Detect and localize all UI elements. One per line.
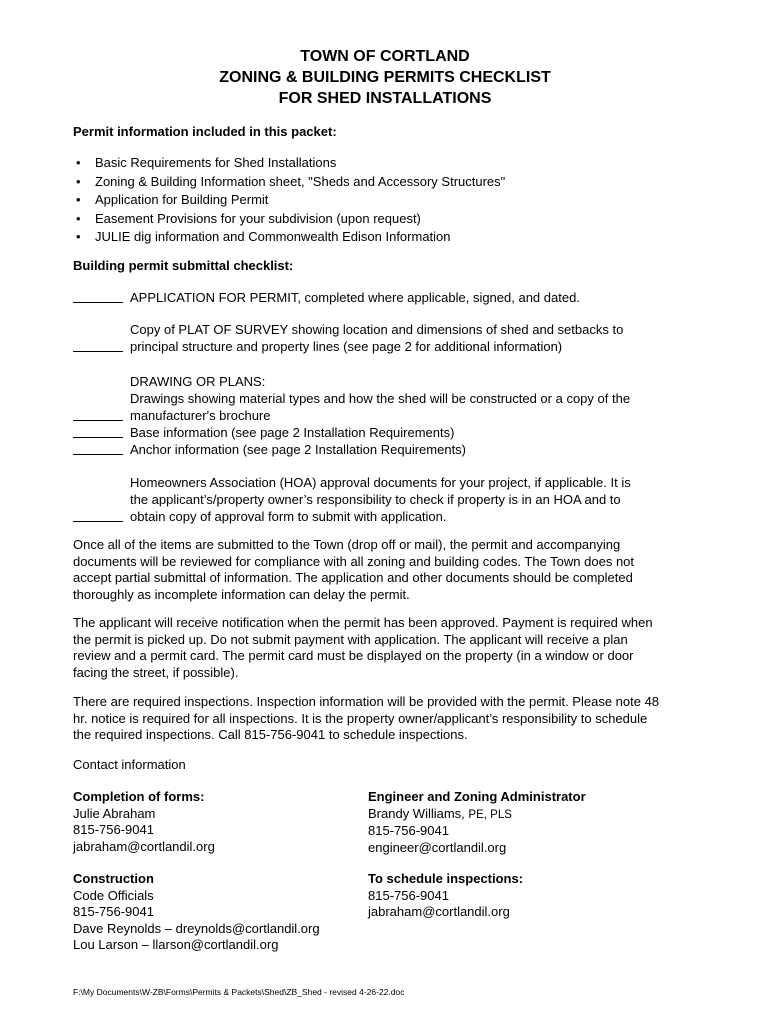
checkbox-blank-line xyxy=(73,437,123,438)
document-title xyxy=(0,46,770,109)
checklist-text: principal structure and property lines (see page 2 for additional information) xyxy=(130,339,563,354)
checkbox-blank-line xyxy=(73,302,123,303)
checkbox-blank-line xyxy=(73,521,123,522)
paragraph-notification xyxy=(73,615,708,681)
contact-heading: Completion of forms: xyxy=(73,789,205,804)
paragraph-line: review and a permit card. The permit card must be displayed on the property (in a window or door xyxy=(73,648,634,663)
contact-line: Code Officials xyxy=(73,887,154,903)
list-item: • Easement Provisions for your subdivision (upon request) xyxy=(73,210,505,229)
contact-phone: 815-756-9041 xyxy=(73,904,154,919)
contact-heading: To schedule inspections: xyxy=(368,871,524,886)
list-item: • Zoning & Building Information sheet, "Sheds and Accessory Structures" xyxy=(73,173,505,192)
contact-line: Dave Reynolds – dreynolds@cortlandil.org xyxy=(73,920,320,936)
paragraph-submission xyxy=(73,537,708,603)
contact-phone: 815-756-9041 xyxy=(368,887,449,903)
list-item: • JULIE dig information and Commonwealth Edison Information xyxy=(73,228,505,247)
list-item: • Application for Building Permit xyxy=(73,191,505,210)
checkbox-blank-line xyxy=(73,420,123,421)
checklist-text: Base information (see page 2 Installation Requirements) xyxy=(130,425,455,440)
paragraph-line: Once all of the items are submitted to the Town (drop off or mail), the permit and accompanying xyxy=(73,537,621,552)
title-line-2: ZONING & BUILDING PERMITS CHECKLIST xyxy=(219,69,551,86)
footer-file-path: F:\My Documents\W-ZB\Forms\Permits & Packets\Shed\ZB_Shed - revised 4-26-22.doc xyxy=(73,987,405,997)
checklist-text: Copy of PLAT OF SURVEY showing location and dimensions of shed and setbacks to xyxy=(130,322,624,337)
contact-heading: Construction xyxy=(73,871,154,886)
contact-phone: 815-756-9041 xyxy=(73,822,154,837)
paragraph-inspections xyxy=(73,694,708,744)
contact-engineer xyxy=(368,789,586,856)
paragraph-line: The applicant will receive notification when the permit has been approved. Payment is required when xyxy=(73,615,653,630)
contact-name-line xyxy=(368,806,586,824)
paragraph-line: the permit is picked up. Do not submit payment with application. The applicant will receive a plan xyxy=(73,631,628,647)
checklist-heading: Building permit submittal checklist: xyxy=(73,258,294,273)
checklist-text: manufacturer's brochure xyxy=(130,408,271,423)
checklist-text: Anchor information (see page 2 Installation Requirements) xyxy=(130,442,467,457)
title-line-3: FOR SHED INSTALLATIONS xyxy=(278,90,492,107)
contact-email: engineer@cortlandil.org xyxy=(368,839,507,855)
checklist-text: Homeowners Association (HOA) approval documents for your project, if applicable. It is xyxy=(130,475,631,490)
checklist-text: obtain copy of approval form to submit with application. xyxy=(130,509,447,524)
contact-label: Contact information xyxy=(73,757,186,772)
paragraph-line: hr. notice is required for all inspections. It is the property owner/applicant’s responsibility to schedule xyxy=(73,710,648,726)
paragraph-line: accept partial submittal of information. The application and other documents should be completed xyxy=(73,570,633,585)
list-item: • Basic Requirements for Shed Installations xyxy=(73,154,505,173)
paragraph-line: the required inspections. Call 815-756-9041 to schedule inspections. xyxy=(73,727,468,742)
packet-heading: Permit information included in this packet: xyxy=(73,124,337,139)
contact-forms xyxy=(73,789,215,855)
contact-inspections xyxy=(368,871,523,921)
contact-email: jabraham@cortlandil.org xyxy=(73,838,215,854)
paragraph-line: thoroughly as incomplete information can delay the permit. xyxy=(73,586,410,602)
checklist-text: APPLICATION FOR PERMIT, completed where applicable, signed, and dated. xyxy=(130,290,580,305)
contact-line: Lou Larson – llarson@cortlandil.org xyxy=(73,937,279,952)
contact-construction xyxy=(73,871,320,954)
contact-phone: 815-756-9041 xyxy=(368,823,449,838)
checklist-subheading: DRAWING OR PLANS: xyxy=(130,374,266,389)
paragraph-line: facing the street, if possible). xyxy=(73,664,239,680)
checkbox-blank-line xyxy=(73,454,123,455)
title-line-1: TOWN OF CORTLAND xyxy=(300,48,470,65)
paragraph-line: documents will be reviewed for compliance with all zoning and building codes. The Town does not xyxy=(73,553,635,569)
contact-name: Julie Abraham xyxy=(73,805,156,821)
contact-name: Brandy Williams, xyxy=(368,805,465,821)
checklist-text: Drawings showing material types and how the shed will be constructed or a copy of the xyxy=(130,391,631,406)
contact-credentials: PE, PLS xyxy=(468,808,512,821)
contact-email: jabraham@cortlandil.org xyxy=(368,904,510,919)
contact-heading: Engineer and Zoning Administrator xyxy=(368,789,586,804)
packet-list xyxy=(73,154,505,247)
checklist-text: the applicant’s/property owner’s responsibility to check if property is in an HOA and to xyxy=(130,492,621,507)
checkbox-blank-line xyxy=(73,351,123,352)
paragraph-line: There are required inspections. Inspection information will be provided with the permit. Please note 48 xyxy=(73,694,660,709)
